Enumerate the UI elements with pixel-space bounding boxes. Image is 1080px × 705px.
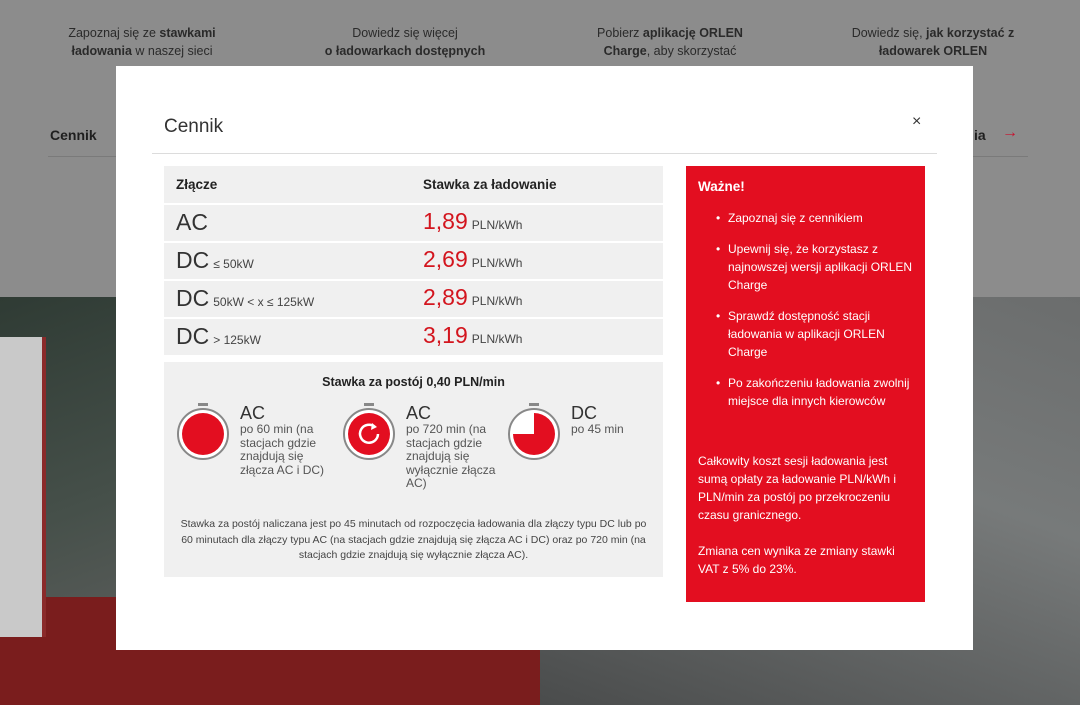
table-row: [164, 243, 663, 279]
price-value: 1,89: [423, 208, 468, 234]
info-howto[interactable]: Dowiedz się, jak korzystać z ładowarek ORLEN: [851, 26, 1015, 58]
modal-divider: [152, 153, 937, 154]
pricing-modal: [116, 66, 973, 650]
close-icon[interactable]: ×: [912, 113, 922, 130]
table-row: [164, 281, 663, 317]
rate-table: [164, 166, 663, 357]
stop-type: AC: [406, 403, 432, 423]
info-rates[interactable]: Zapoznaj się ze stawkami ładowania w naszej sieci: [68, 26, 216, 58]
important-panel: [686, 166, 925, 602]
stopwatch-full-icon: [176, 402, 230, 462]
price-unit: PLN/kWh: [471, 332, 523, 346]
stop-type: DC: [571, 403, 597, 423]
important-title: Ważne!: [698, 179, 745, 194]
list-item: • Upewnij się, że korzystasz z najnowszej wersji aplikacji ORLEN Charge: [698, 240, 913, 294]
stop-desc: po 720 min (na stacjach gdzie znajdują się wyłącznie złącza AC): [406, 422, 496, 490]
connector-range: > 125kW: [213, 333, 261, 347]
arrow-right-icon[interactable]: →: [1002, 124, 1018, 141]
connector-type: DC: [176, 323, 210, 349]
connector-type: DC: [176, 285, 210, 311]
list-item: • Po zakończeniu ładowania zwolnij miejsce dla innych kierowców: [698, 374, 913, 410]
header-connector: Złącze: [176, 177, 218, 192]
charger-image: [0, 337, 46, 637]
stop-desc: po 45 min: [571, 422, 624, 436]
info-chargers[interactable]: Dowiedz się więcej o ładowarkach dostępnych: [324, 26, 486, 58]
list-item: • Zapoznaj się z cennikiem: [698, 209, 913, 227]
price-unit: PLN/kWh: [471, 256, 523, 270]
connector-type: DC: [176, 247, 210, 273]
stop-desc: po 60 min (na stacjach gdzie znajdują się złącza AC i DC): [240, 422, 325, 477]
stop-type: AC: [240, 403, 266, 423]
connector-range: 50kW < x ≤ 125kW: [213, 295, 315, 309]
info-app[interactable]: Pobierz aplikację ORLEN Charge, aby skorzystać: [597, 26, 743, 58]
stopwatch-repeat-icon: [342, 402, 396, 462]
nav-right-label[interactable]: ia: [974, 127, 986, 143]
list-item: • Sprawdź dostępność stacji ładowania w aplikacji ORLEN Charge: [698, 307, 913, 361]
important-paragraph-cost: Całkowity koszt sesji ładowania jest sumą opłaty za ładowanie PLN/kWh i PLN/min za postój po przekroczeniu czasu granicznego.: [698, 454, 897, 522]
stop-fee-title: Stawka za postój 0,40 PLN/min: [322, 375, 505, 389]
stop-fee-note: Stawka za postój naliczana jest po 45 minutach od rozpoczęcia ładowania dla złączy typu DC lub po 60 minutach dla złączy typu AC (na stacjach gdzie znajdują się złącza AC i DC) oraz po 720 min (na stacjach gdzie znajdują się wyłącznie złącza AC).: [180, 518, 647, 561]
price-value: 2,89: [423, 284, 468, 310]
table-row: [164, 205, 663, 241]
price-unit: PLN/kWh: [471, 218, 523, 232]
header-rate: Stawka za ładowanie: [423, 177, 557, 192]
connector-type: AC: [176, 209, 208, 235]
price-value: 2,69: [423, 246, 468, 272]
stopwatch-three-quarter-icon: [507, 402, 561, 462]
price-unit: PLN/kWh: [471, 294, 523, 308]
important-list: [698, 209, 913, 423]
stop-fee-box: [164, 362, 663, 577]
connector-range: ≤ 50kW: [213, 257, 254, 271]
nav-cennik[interactable]: Cennik: [50, 127, 97, 143]
table-row: [164, 319, 663, 355]
price-value: 3,19: [423, 322, 468, 348]
important-paragraph-vat: Zmiana cen wynika ze zmiany stawki VAT z 5% do 23%.: [698, 544, 895, 576]
modal-title: Cennik: [164, 116, 224, 137]
rate-table-header: [164, 166, 663, 203]
